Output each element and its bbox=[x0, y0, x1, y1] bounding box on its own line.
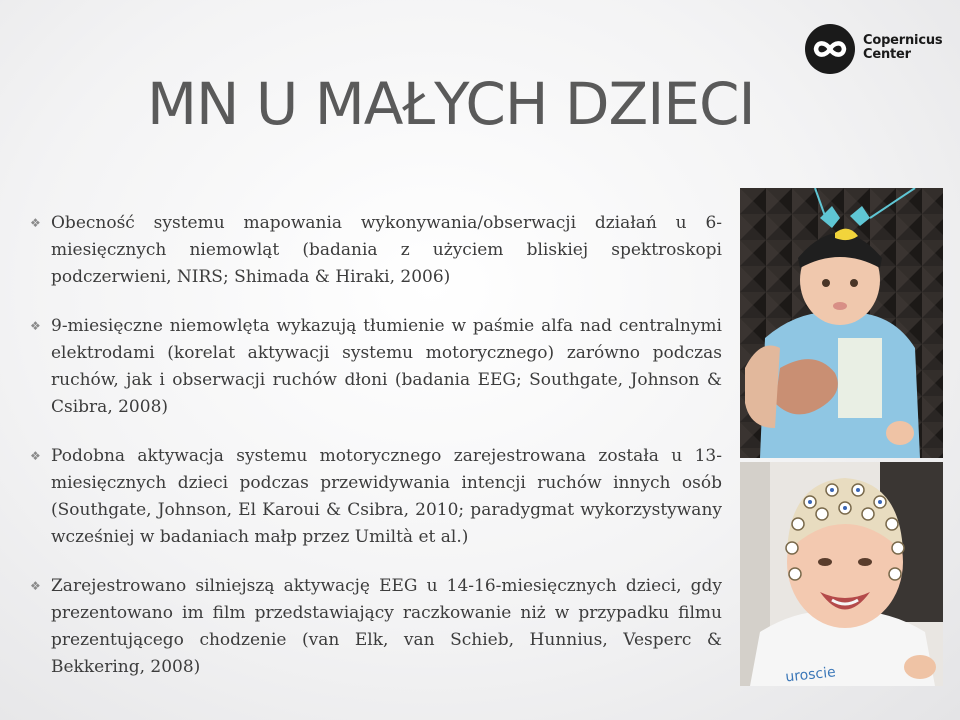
logo-line1: Copernicus bbox=[863, 33, 943, 48]
bullet-list bbox=[30, 210, 722, 703]
bullet-item bbox=[30, 210, 722, 291]
bullet-text: Podobna aktywacja systemu motorycznego zarejestrowana została u 13-miesięcznych dzieci podczas przewidywania intencji ruchów innych osób (Southgate, Johnson, El Karoui & Csibra, 2010; paradygmat wykorzystywany wcześniej w badaniach małp przez Umiltà et al.) bbox=[51, 446, 722, 547]
logo-line2: Center bbox=[863, 47, 911, 62]
slide-title: MN U MAŁYCH DZIECI bbox=[147, 70, 755, 138]
bullet-item bbox=[30, 313, 722, 421]
bullet-icon: ❖ bbox=[30, 319, 41, 333]
infinity-icon bbox=[805, 24, 855, 74]
bullet-item bbox=[30, 573, 722, 681]
photo-infant-eeg-cap bbox=[740, 462, 943, 686]
bullet-text: Obecność systemu mapowania wykonywania/obserwacji działań u 6-miesięcznych niemowląt (badania z użyciem bliskiej spektroskopi podczerwieni, NIRS; Shimada & Hiraki, 2006) bbox=[51, 213, 722, 287]
logo-wordmark bbox=[863, 34, 942, 62]
copernicus-center-logo bbox=[805, 24, 945, 76]
photo-infant-eeg-headband bbox=[740, 188, 943, 458]
bullet-text: 9-miesięczne niemowlęta wykazują tłumienie w paśmie alfa nad centralnymi elektrodami (korelat aktywacji systemu motorycznego) zarówno podczas ruchów, jak i obserwacji ruchów dłoni (badania EEG; Southgate, Johnson & Csibra, 2008) bbox=[51, 316, 722, 417]
bullet-text: Zarejestrowano silniejszą aktywację EEG u 14-16-miesięcznych dzieci, gdy prezentowano im film przedstawiający raczkowanie niż w przypadku filmu prezentującego chodzenie (van Elk, van Schieb, Hunnius, Vesperc & Bekkering, 2008) bbox=[51, 576, 722, 677]
bullet-icon: ❖ bbox=[30, 216, 41, 230]
svg-text:uroscie: uroscie bbox=[784, 664, 837, 686]
bullet-item bbox=[30, 443, 722, 551]
bullet-icon: ❖ bbox=[30, 449, 41, 463]
bullet-icon: ❖ bbox=[30, 579, 41, 593]
